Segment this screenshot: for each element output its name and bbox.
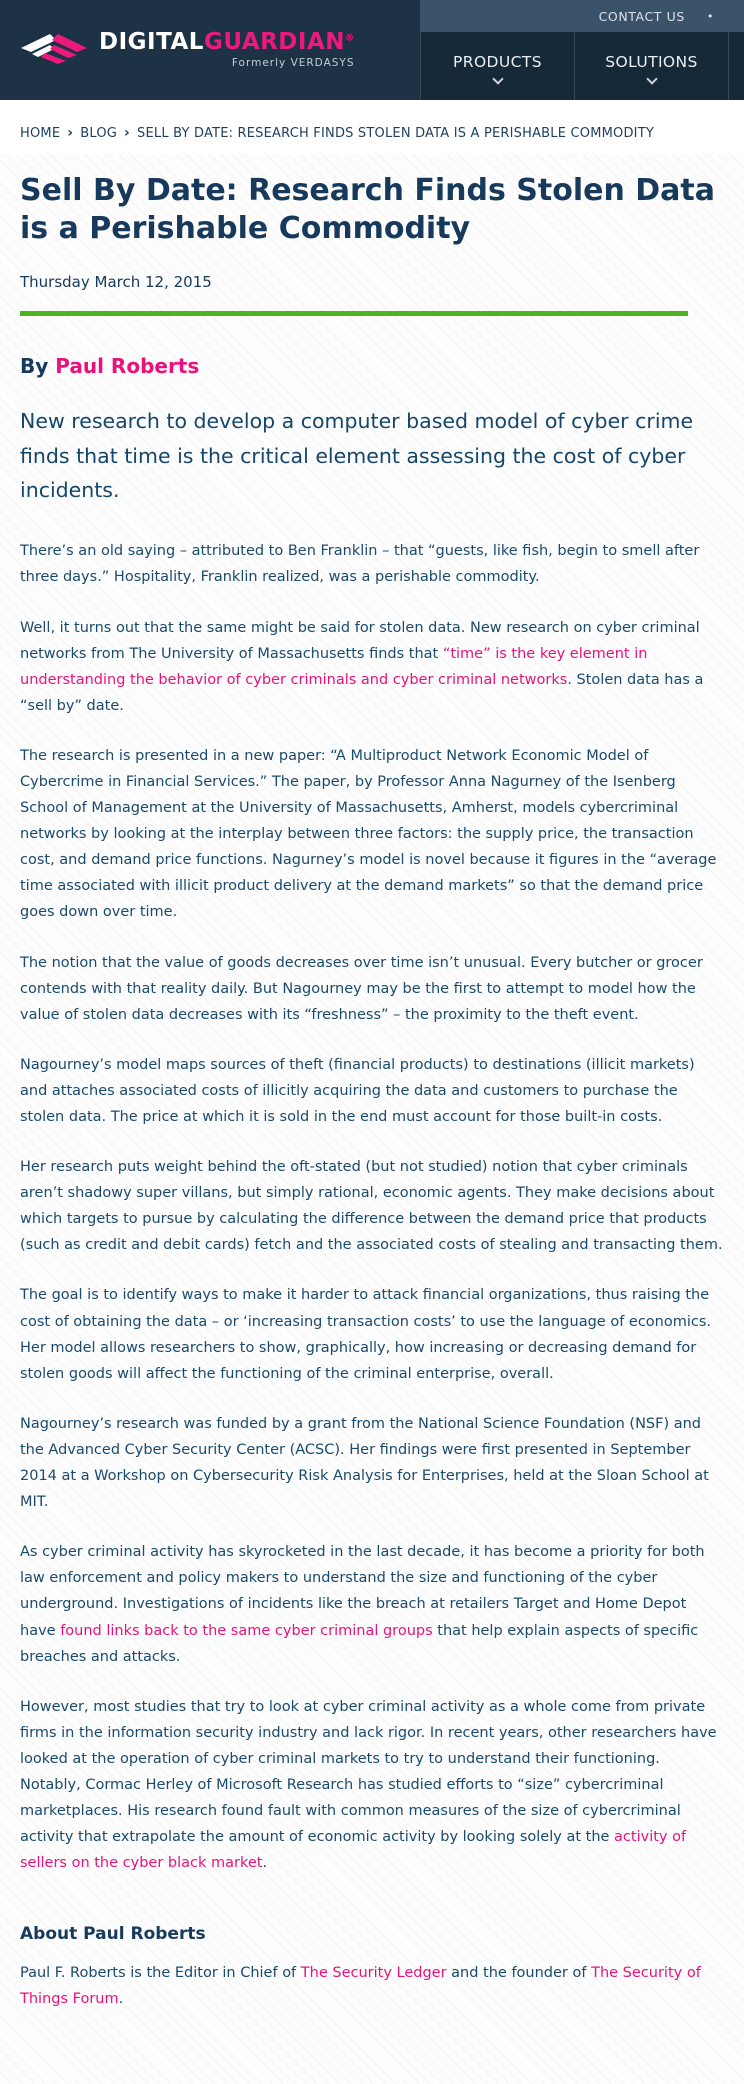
nav-item-products[interactable] xyxy=(420,32,574,100)
brand-guardian: GUARDIAN xyxy=(203,29,346,55)
registered-mark: ® xyxy=(345,33,355,44)
chevron-down-icon xyxy=(492,73,503,84)
chevron-down-icon xyxy=(646,73,657,84)
chevron-separator-icon: › xyxy=(124,125,131,141)
digital-guardian-logo[interactable] xyxy=(0,0,355,100)
article-paragraph: As cyber criminal activity has skyrocketed in the last decade, it has become a priority for both law enforcement and policy makers to understand the size and functioning of the cyber underground. Investigations of incidents like the breach at retailers Target and Home Depot have found links back to the same cyber criminal groups that help explain aspects of specific breaches and attacks. xyxy=(20,1544,705,1665)
article-lede: New research to develop a computer based model of cyber crime finds that time is the critical element assessing the cost of cyber incidents. xyxy=(20,408,694,503)
inline-link[interactable]: The Security Ledger xyxy=(300,1965,447,1982)
page-title: Sell By Date: Research Finds Stolen Data is a Perishable Commodity xyxy=(20,173,716,247)
about-heading: About Paul Roberts xyxy=(20,1924,206,1945)
article-paragraphs xyxy=(20,538,724,1876)
article-paragraph: Nagourney’s research was funded by a grant from the National Science Foundation (NSF) and the Advanced Cyber Security Center (ACSC). Her findings were first presented in September 2014 at a Workshop on Cybersecurity Risk Analysis for Enterprises, held at the Sloan School at MIT. xyxy=(20,1415,709,1511)
inline-link[interactable]: found links back to the same cyber criminal groups xyxy=(60,1622,433,1639)
site-header xyxy=(0,0,744,100)
article-paragraph: There’s an old saying – attributed to Ben Franklin – that “guests, like fish, begin to smell after three days.” Hospitality, Franklin realized, was a perishable commodity. xyxy=(20,543,700,586)
about-author-section xyxy=(20,1924,724,2012)
byline-prefix: By xyxy=(20,353,56,378)
article-paragraph: However, most studies that try to look at cyber criminal activity as a whole come from private firms in the information security industry and lack rigor. In recent years, other researchers have looked at the operation of cyber criminal markets to try to understand their functioning. Notably, Cormac Herley of Microsoft Research has studied efforts to “size” cybercriminal marketplaces. His research found fault with common measures of the size of cybercriminal activity that extrapolate the amount of economic activity by looking solely at the activity of sellers on the cyber black market. xyxy=(20,1698,717,1872)
breadcrumb xyxy=(0,100,744,154)
logo-text xyxy=(99,31,355,69)
breadcrumb-link[interactable]: HOME xyxy=(20,126,61,141)
article-body xyxy=(0,154,744,2084)
inline-link[interactable]: activity of sellers on the cyber black market xyxy=(20,1829,687,1872)
author-link[interactable]: Paul Roberts xyxy=(55,353,200,378)
inline-link[interactable]: The Security of Things Forum xyxy=(20,1965,701,2008)
brand-tagline: Formerly VERDASYS xyxy=(231,57,355,69)
utility-bullet-icon: • xyxy=(706,9,714,23)
green-divider xyxy=(20,311,688,316)
article-date: Thursday March 12, 2015 xyxy=(20,272,212,291)
article-paragraph: The goal is to identify ways to make it harder to attack financial organizations, thus raising the cost of obtaining the data – or ‘increasing transaction costs’ to use the language of economics. Her model allows researchers to show, graphically, how increasing or decreasing demand for stolen goods will affect the functioning of the criminal enterprise, overall. xyxy=(20,1287,712,1382)
article-paragraph: Nagourney’s model maps sources of theft (financial products) to destinations (illicit markets) and attaches associated costs of illicitly acquiring the data and customers to purchase the stolen data. The price at which it is sold in the end must account for those built-in costs. xyxy=(20,1056,695,1125)
logo-wings-icon xyxy=(20,32,88,68)
nav-item-label: SOLUTIONS xyxy=(605,53,698,71)
main-nav xyxy=(420,32,744,100)
utility-bar xyxy=(420,0,744,32)
contact-us-link[interactable]: CONTACT US xyxy=(598,8,685,24)
breadcrumb-link[interactable]: BLOG xyxy=(80,126,118,141)
about-paragraph: Paul F. Roberts is the Editor in Chief of The Security Ledger and the founder of The Security of Things Forum. xyxy=(20,1965,701,2008)
byline xyxy=(20,354,724,378)
article-paragraph: Well, it turns out that the same might be said for stolen data. New research on cyber criminal networks from The University of Massachusetts finds that “time” is the key element in understanding the behavior of cyber criminals and cyber criminal networks. Stolen data has a “sell by” date. xyxy=(20,619,704,714)
article-paragraph: The research is presented in a new paper: “A Multiproduct Network Economic Model of Cybercrime in Financial Services.” The paper, by Professor Anna Nagurney of the Isenberg School of Management at the University of Massachusetts, Amherst, models cybercriminal networks by looking at the interplay between three factors: the supply price, the transaction cost, and demand price functions. Nagurney’s model is novel because it figures in the “average time associated with illicit product delivery at the demand markets” so that the demand price goes down over time. xyxy=(20,747,717,921)
breadcrumb-current: SELL BY DATE: RESEARCH FINDS STOLEN DATA IS A PERISHABLE COMMODITY xyxy=(137,126,654,141)
article-paragraph: The notion that the value of goods decreases over time isn’t unusual. Every butcher or grocer contends with that reality daily. But Nagourney may be the first to attempt to model how the value of stolen data decreases with its “freshness” – the proximity to the theft event. xyxy=(20,954,703,1023)
header-right xyxy=(420,0,744,100)
nav-item-solutions[interactable] xyxy=(574,32,728,100)
nav-item-label: PRODUCTS xyxy=(453,53,542,71)
brand-digital: DIGITAL xyxy=(99,29,204,55)
article-paragraph: Her research puts weight behind the oft-stated (but not studied) notion that cyber criminals aren’t shadowy super villans, but simply rational, economic agents. They make decisions about which targets to pursue by calculating the difference between the demand price that products (such as credit and debit cards) fetch and the associated costs of stealing and transacting them. xyxy=(20,1159,723,1254)
inline-link[interactable]: “time” is the key element in understanding the behavior of cyber criminals and cyber criminal networks xyxy=(20,645,648,688)
chevron-separator-icon: › xyxy=(67,125,74,141)
nav-divider xyxy=(728,32,744,100)
